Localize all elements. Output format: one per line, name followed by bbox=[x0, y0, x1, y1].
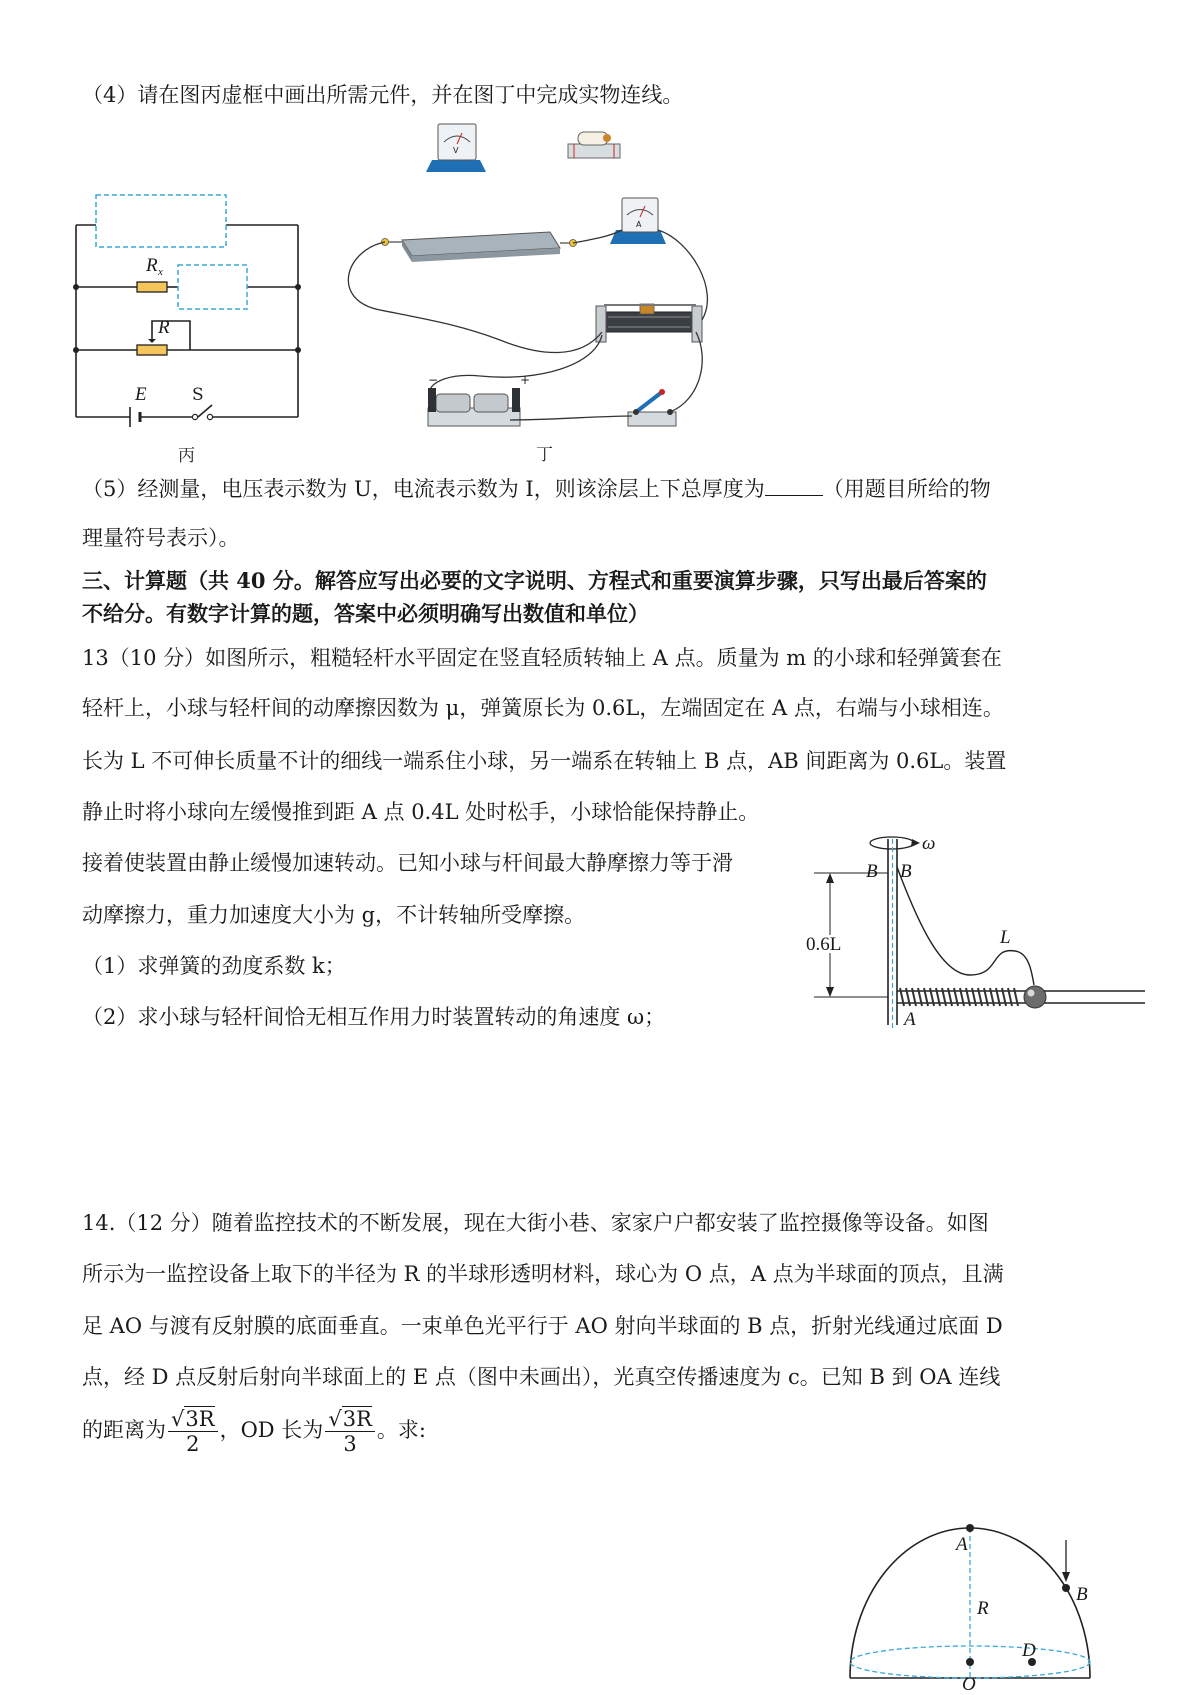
q13-line3: 长为 L 不可伸长质量不计的细线一端系住小球，另一端系在转轴上 B 点，AB 间距离为 0.6L。装置 bbox=[82, 749, 1007, 773]
battery-box-icon bbox=[428, 373, 530, 426]
q13-line1: 13（10 分）如图所示，粗糙轻杆水平固定在竖直轻质转轴上 A 点。质量为 m 的小球和轻弹簧套在 bbox=[82, 646, 1002, 670]
frac2-denominator: 3 bbox=[343, 1432, 357, 1456]
dashed-box-middle bbox=[178, 265, 247, 309]
label-b: B bbox=[900, 861, 912, 882]
label-s: S bbox=[192, 385, 204, 405]
frac2-numerator: 3R bbox=[342, 1407, 372, 1431]
q12-part5-line bbox=[82, 473, 991, 504]
fraction-od-length: $\frac{√3R}{3}$ bbox=[325, 1407, 375, 1456]
label-r: R bbox=[977, 1598, 989, 1619]
figure-q14-hemisphere bbox=[840, 1410, 1120, 1695]
q12-part5-text-c: 理量符号表示）。 bbox=[82, 526, 240, 550]
q14-line5-b: ，OD 长为 bbox=[219, 1418, 324, 1442]
label-dist: 0.6L bbox=[806, 934, 842, 955]
q13-line5: 接着使装置由静止缓慢加速转动。已知小球与杆间最大静摩擦力等于滑 bbox=[82, 851, 733, 875]
q14-line5 bbox=[82, 1405, 426, 1456]
q14-line4: 点，经 D 点反射后射向半球面上的 E 点（图中未画出），光真空传播速度为 c。已知 B 到 OA 连线 bbox=[82, 1365, 1001, 1389]
voltmeter-icon bbox=[426, 124, 486, 172]
switch-icon bbox=[628, 389, 676, 426]
label-a: A bbox=[904, 1009, 916, 1030]
dashed-box-top bbox=[96, 195, 226, 247]
ammeter-icon bbox=[610, 198, 666, 244]
q14-line2: 所示为一监控设备上取下的半径为 R 的半球形透明材料，球心为 O 点，A 点为半球面的顶点，且满 bbox=[82, 1262, 1004, 1286]
q14-line1: 14.（12 分）随着监控技术的不断发展，现在大街小巷、家家户户都安装了监控摄像等设备。如图 bbox=[82, 1211, 989, 1235]
figure-bing-circuit bbox=[70, 185, 330, 470]
q14-line5-c: 。求: bbox=[376, 1418, 426, 1442]
rheostat-icon bbox=[596, 304, 702, 342]
label-r: R bbox=[158, 317, 170, 338]
label-b: B bbox=[1076, 1584, 1088, 1605]
figure-ding-apparatus bbox=[340, 120, 780, 485]
resistor-rx bbox=[137, 282, 167, 292]
label-l: L bbox=[1000, 927, 1011, 948]
q12-part5-text-a: （5）经测量，电压表示数为 U，电流表示数为 I，则该涂层上下总厚度为 bbox=[82, 477, 765, 501]
answer-blank[interactable] bbox=[765, 473, 823, 496]
section3-heading-line2: 不给分。有数字计算的题，答案中必须明确写出数值和单位） bbox=[82, 601, 649, 626]
label-d: D bbox=[1022, 1640, 1036, 1661]
caption-ding: 丁 bbox=[536, 445, 553, 465]
label-b-top: B bbox=[866, 861, 878, 882]
label-o: O bbox=[962, 1674, 976, 1695]
battery-minus: − bbox=[428, 373, 439, 387]
rheostat-r bbox=[137, 345, 167, 355]
q12-part5-text-b: （用题目所给的物 bbox=[822, 477, 991, 501]
voltmeter-label: V bbox=[453, 146, 459, 155]
label-rx: R bbox=[146, 255, 158, 276]
label-rx-sub: x bbox=[158, 266, 163, 278]
label-omega: ω bbox=[922, 833, 936, 854]
battery-plus: + bbox=[520, 373, 531, 387]
q14-line3: 足 AO 与渡有反射膜的底面垂直。一束单色光平行于 AO 射向半球面的 B 点，折射光线通过底面 D bbox=[82, 1314, 1003, 1338]
q14-line5-a: 的距离为 bbox=[82, 1418, 166, 1442]
frac1-denominator: 2 bbox=[186, 1432, 200, 1456]
label-a: A bbox=[956, 1534, 968, 1555]
figure-q13-rotating-rod bbox=[800, 825, 1150, 1035]
q13-line4: 静止时将小球向左缓慢推到距 A 点 0.4L 处时松手，小球恰能保持静止。 bbox=[82, 800, 760, 824]
ammeter-label: A bbox=[636, 220, 642, 229]
ball bbox=[1024, 986, 1046, 1008]
q13-line6: 动摩擦力，重力加速度大小为 g，不计转轴所受摩擦。 bbox=[82, 903, 586, 927]
q13-sub2: （2）求小球与轻杆间恰无相互作用力时装置转动的角速度 ω； bbox=[82, 1005, 666, 1029]
fraction-b-distance: $\frac{√3R}{2}$ bbox=[168, 1407, 218, 1456]
q13-line2: 轻杆上，小球与轻杆间的动摩擦因数为 μ，弹簧原长为 0.6L，左端固定在 A 点，右端与小球相连。 bbox=[82, 696, 1004, 720]
resistor-holder-icon bbox=[568, 132, 620, 158]
label-e: E bbox=[135, 384, 147, 405]
caption-bing: 丙 bbox=[178, 446, 195, 466]
frac1-numerator: 3R bbox=[185, 1407, 215, 1431]
q12-part4-text: （4）请在图丙虚框中画出所需元件，并在图丁中完成实物连线。 bbox=[82, 83, 684, 107]
q13-sub1: （1）求弹簧的劲度系数 k； bbox=[82, 954, 346, 978]
coated-plate-icon bbox=[382, 232, 577, 262]
section3-heading-line1: 三、计算题（共 40 分。解答应写出必要的文字说明、方程式和重要演算步骤，只写出最后答案的 bbox=[82, 568, 987, 593]
